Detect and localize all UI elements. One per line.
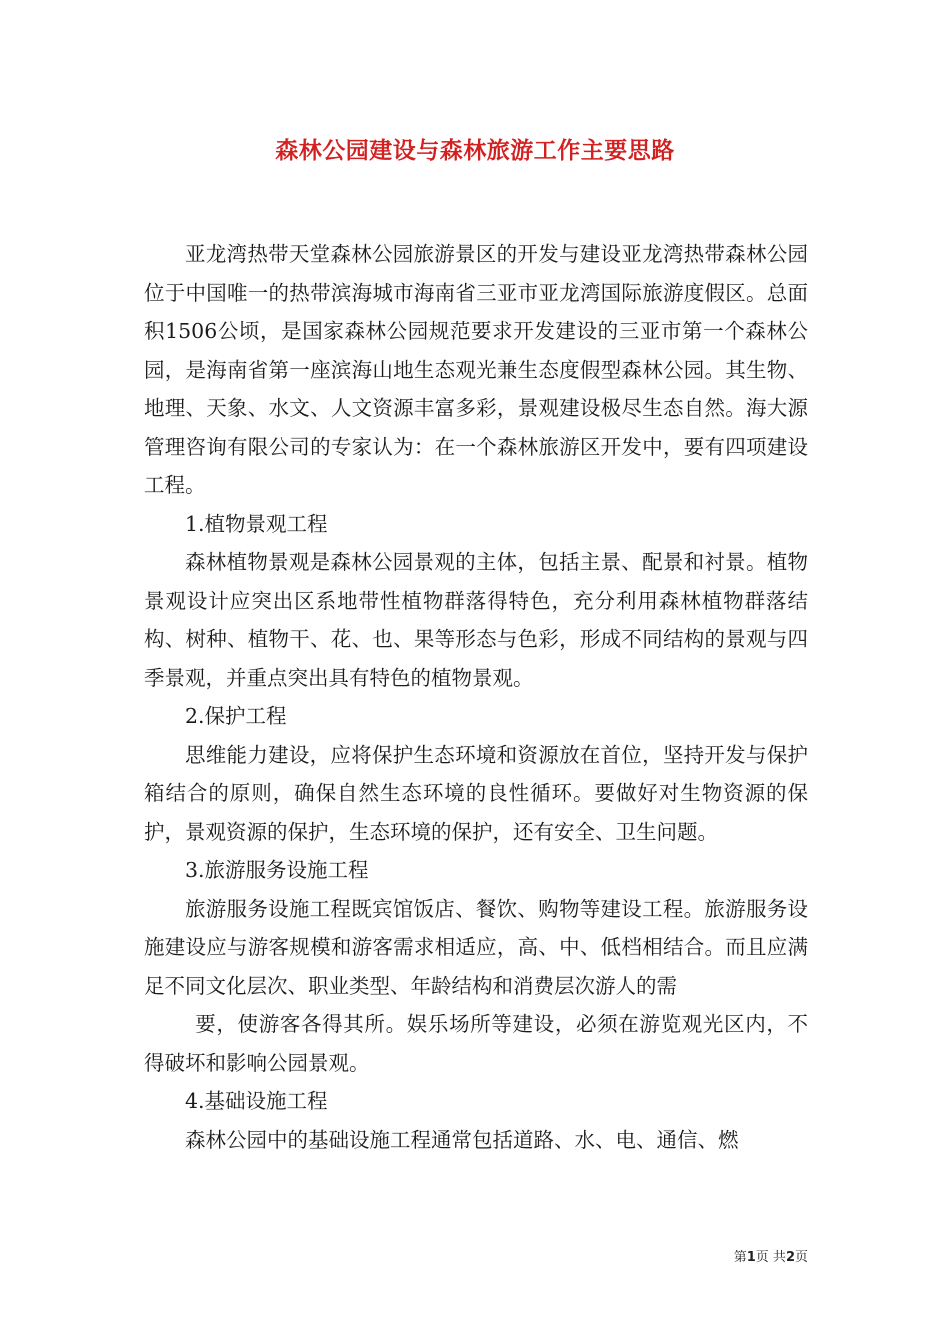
- section-heading-1: 1.植物景观工程: [185, 511, 328, 536]
- section-paragraph-3-continued: 要，使游客各得其所。娱乐场所等建设，必须在游览观光区内，不得破坏和影响公园景观。: [144, 1012, 808, 1075]
- section-heading-3: 3.旅游服务设施工程: [185, 858, 369, 882]
- current-page-number: 1: [746, 1250, 756, 1265]
- section-heading-4: 4.基础设施工程: [185, 1089, 328, 1113]
- section-paragraph-4: 森林公园中的基础设施工程通常包括道路、水、电、通信、燃: [185, 1127, 739, 1152]
- section-paragraph-2: 思维能力建设，应将保护生态环境和资源放在首位，坚持开发与保护箱结合的原则，确保自然生态环境的良性循环。要做好对生物资源的保护，景观资源的保护，生态环境的保护，还有安全、卫生问题。: [144, 742, 808, 844]
- intro-paragraph: 亚龙湾热带天堂森林公园旅游景区的开发与建设亚龙湾热带森林公园位于中国唯一的热带滨海城市海南省三亚市亚龙湾国际旅游度假区。总面积1506公顷，是国家森林公园规范要求开发建设的三亚市第一个森林公园，是海南省第一座滨海山地生态观光兼生态度假型森林公园。其生物、地理、天象、水文、人文资源丰富多彩，景观建设极尽生态自然。海大源管理咨询有限公司的专家认为：在一个森林旅游区开发中，要有四项建设工程。: [144, 242, 808, 497]
- section-heading-2: 2.保护工程: [185, 704, 287, 728]
- footer-prefix: 第: [733, 1250, 747, 1265]
- section-paragraph-1: 森林植物景观是森林公园景观的主体，包括主景、配景和衬景。植物景观设计应突出区系地带性植物群落得特色，充分利用森林植物群落结构、树种、植物干、花、也、果等形态与色彩，形成不同结构的景观与四季景观，并重点突出具有特色的植物景观。: [144, 550, 808, 690]
- total-page-number: 2: [785, 1250, 795, 1265]
- page-number-footer: [734, 1246, 808, 1265]
- footer-suffix: 页: [794, 1250, 808, 1265]
- section-paragraph-3: 旅游服务设施工程既宾馆饭店、餐饮、购物等建设工程。旅游服务设施建设应与游客规模和游客需求相适应，高、中、低档相结合。而且应满足不同文化层次、职业类型、年龄结构和消费层次游人的需: [144, 896, 808, 998]
- footer-middle: 页 共: [755, 1250, 786, 1265]
- document-title: 森林公园建设与森林旅游工作主要思路: [275, 138, 675, 164]
- document-body: [144, 235, 808, 1159]
